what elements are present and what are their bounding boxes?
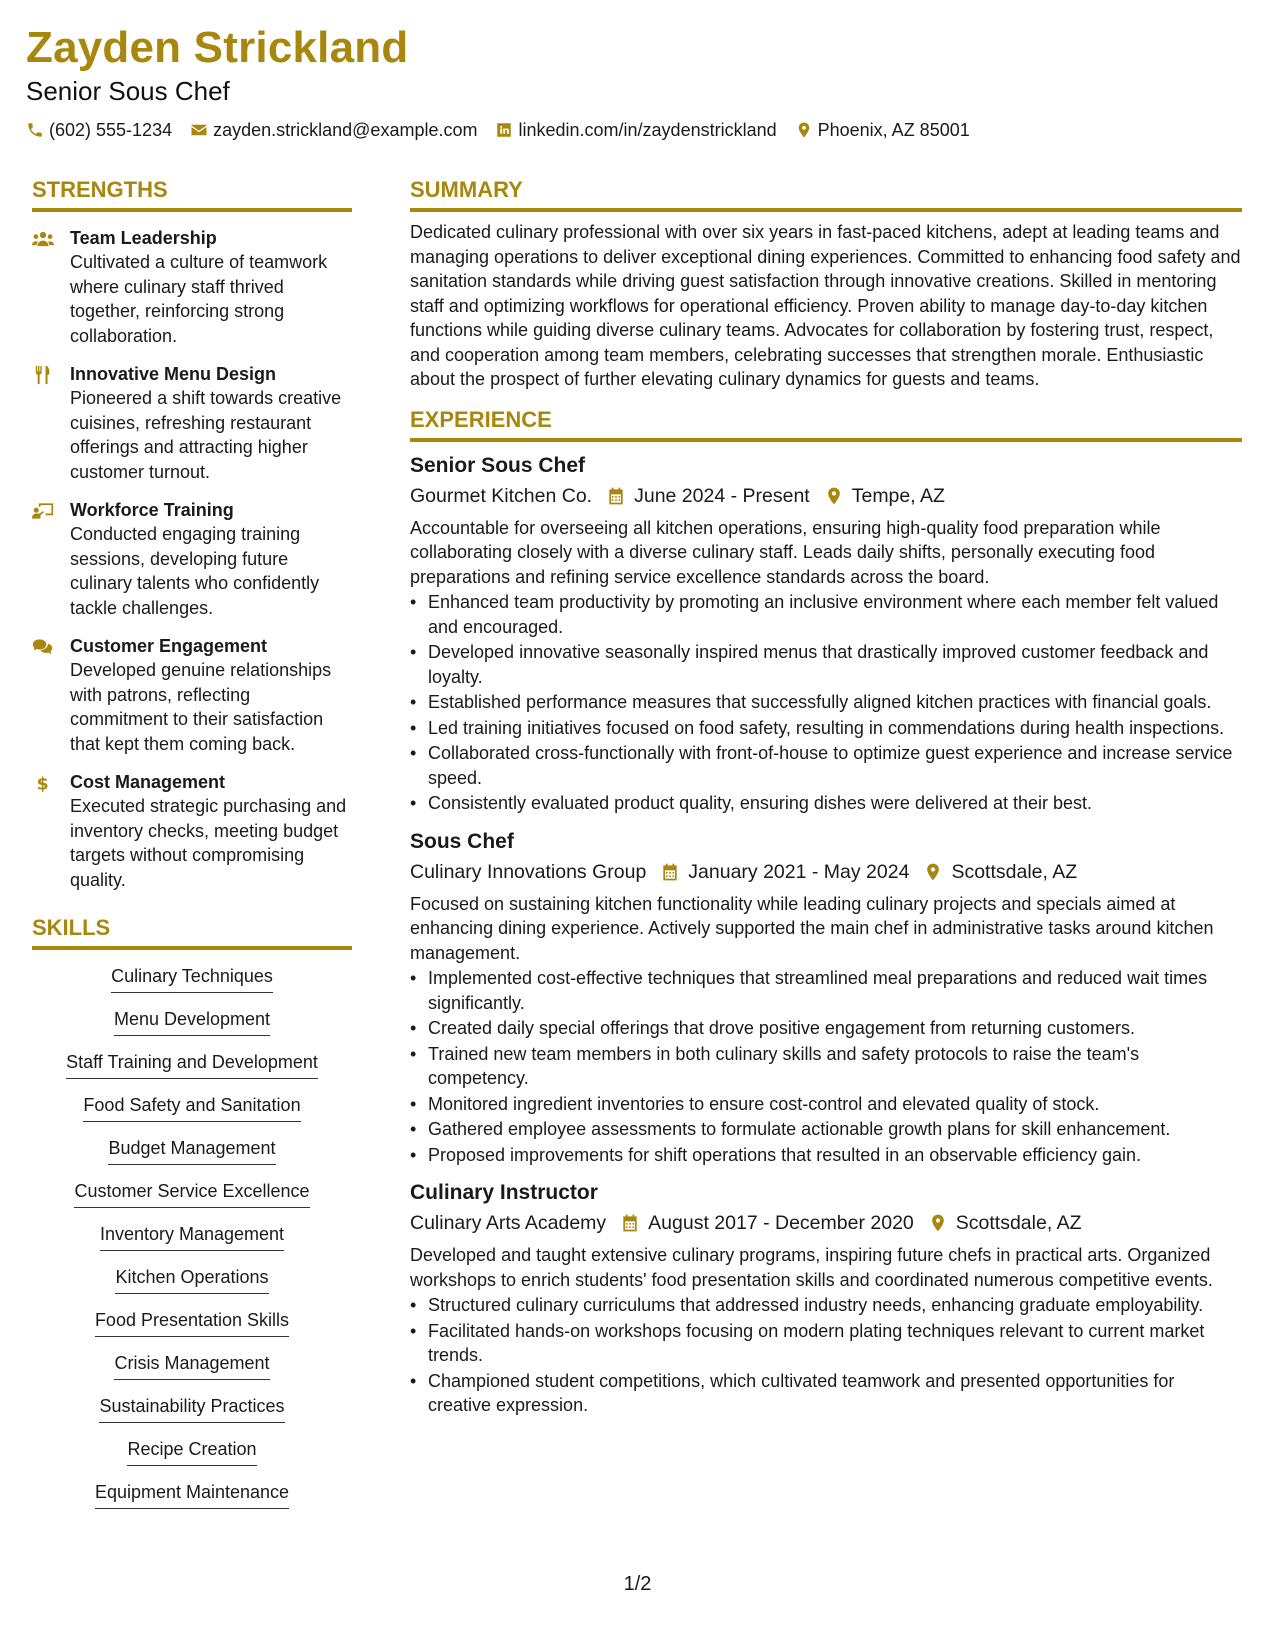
job-meta xyxy=(410,1209,1242,1237)
phone-icon xyxy=(26,121,44,139)
experience-list xyxy=(410,452,1242,1418)
strength-name: Workforce Training xyxy=(70,500,234,520)
utensils-icon xyxy=(32,365,54,385)
job-bullet: • Trained new team members in both culinary skills and safety protocols to raise the team's competency. xyxy=(428,1042,1242,1091)
right-column xyxy=(410,176,1242,1418)
users-icon xyxy=(32,229,54,249)
job-bullet: • Developed innovative seasonally inspired menus that drastically improved customer feedback and loyalty. xyxy=(428,640,1242,689)
skill-item: Equipment Maintenance xyxy=(95,1480,289,1509)
candidate-name: Zayden Strickland xyxy=(26,23,409,72)
strength-name: Cost Management xyxy=(70,772,226,792)
strength-item xyxy=(32,770,352,892)
envelope-icon xyxy=(190,121,208,139)
job-bullet: • Led training initiatives focused on food safety, resulting in commendations during health inspections. xyxy=(428,716,1242,741)
comments-icon xyxy=(32,637,54,657)
job-bullets xyxy=(410,590,1242,816)
job-description: Accountable for overseeing all kitchen operations, ensuring high-quality food preparation while collaborating closely with a diverse culinary staff. Leads daily shifts, personally executing food preparations and refining service excellence standards across the board. xyxy=(410,517,1161,587)
skill-item: Budget Management xyxy=(108,1136,275,1165)
contact-location-text: Phoenix, AZ 85001 xyxy=(817,120,970,140)
job-company: Culinary Arts Academy xyxy=(410,1212,607,1234)
strength-item xyxy=(32,634,352,756)
skill-item: Menu Development xyxy=(114,1007,270,1036)
chalkboard-teacher-icon xyxy=(32,501,54,521)
job-meta xyxy=(410,858,1242,886)
job-bullet: • Monitored ingredient inventories to ensure cost-control and elevated quality of stock. xyxy=(428,1092,1242,1117)
contact-phone-text: (602) 555-1234 xyxy=(49,120,173,140)
strength-desc: Developed genuine relationships with patrons, reflecting commitment to their satisfaction that kept them coming back. xyxy=(70,660,332,754)
job-entry xyxy=(410,1179,1242,1418)
job-dates: June 2024 - Present xyxy=(634,484,810,507)
job-title: Culinary Instructor xyxy=(410,1181,598,1204)
job-bullet: • Facilitated hands-on workshops focusing on modern plating techniques relevant to current market trends. xyxy=(428,1319,1242,1368)
summary-text: Dedicated culinary professional with over six years in fast-paced kitchens, adept at leading teams and managing operations to deliver exceptional dining experiences. Committed to enhancing food safety and sanitation standards while driving guest satisfaction through innovative creations. Skilled in mentoring staff and optimizing workflows for operational efficiency. Proven ability to manage day-to-day kitchen functions while guiding diverse culinary teams. Advocates for collaboration by fostering trust, respect, and cooperation among team members, celebrating successes that strengthen morale. Enthusiastic about the prospect of further elevating culinary dynamics for guests and teams. xyxy=(410,222,1241,389)
job-entry xyxy=(410,452,1242,816)
skill-item: Crisis Management xyxy=(114,1351,269,1380)
strengths-heading: STRENGTHS xyxy=(32,176,352,212)
job-bullets xyxy=(410,966,1242,1167)
calendar-icon xyxy=(660,862,680,882)
contact-phone xyxy=(26,118,172,142)
job-dates: January 2021 - May 2024 xyxy=(688,860,910,883)
job-bullet: • Gathered employee assessments to formulate actionable growth plans for skill enhancement. xyxy=(428,1117,1242,1142)
page-number: 1/2 xyxy=(623,1573,652,1595)
map-pin-icon xyxy=(795,121,813,139)
strength-desc: Cultivated a culture of teamwork where culinary staff thrived together, reinforcing strong collaboration. xyxy=(70,252,328,346)
calendar-icon xyxy=(620,1213,640,1233)
svg-text:$: $ xyxy=(36,774,49,793)
job-company: Gourmet Kitchen Co. xyxy=(410,484,593,507)
job-entry xyxy=(410,828,1242,1168)
job-meta xyxy=(410,482,1242,510)
resume-header xyxy=(26,22,970,142)
job-title: Sous Chef xyxy=(410,829,514,853)
contact-linkedin-text[interactable]: linkedin.com/in/zaydenstrickland xyxy=(518,120,777,140)
candidate-title: Senior Sous Chef xyxy=(26,76,230,106)
dollar-icon xyxy=(32,773,54,793)
job-bullet: • Consistently evaluated product quality, ensuring dishes were delivered at their best. xyxy=(428,791,1242,816)
linkedin-icon xyxy=(495,121,513,139)
job-bullet: • Collaborated cross-functionally with front-of-house to optimize guest experience and increase service speed. xyxy=(428,741,1242,790)
skill-item: Food Safety and Sanitation xyxy=(83,1093,300,1122)
skill-item: Kitchen Operations xyxy=(115,1265,268,1294)
job-bullet: • Enhanced team productivity by promoting an inclusive environment where each member felt valued and encouraged. xyxy=(428,590,1242,639)
strength-item xyxy=(32,226,352,348)
contact-email[interactable] xyxy=(190,118,477,142)
job-bullets xyxy=(410,1293,1242,1418)
job-bullet: • Structured culinary curriculums that addressed industry needs, enhancing graduate employability. xyxy=(428,1293,1242,1318)
job-dates: August 2017 - December 2020 xyxy=(648,1212,914,1234)
job-bullet: • Created daily special offerings that drove positive engagement from returning customers. xyxy=(428,1016,1242,1041)
job-description: Developed and taught extensive culinary programs, inspiring future chefs in practical arts. Organized workshops to enrich students' food presentation skills and coordinated numerous competitive events. xyxy=(410,1245,1213,1290)
job-location: Tempe, AZ xyxy=(851,484,945,507)
strength-item xyxy=(32,362,352,484)
job-location: Scottsdale, AZ xyxy=(951,860,1078,883)
calendar-icon xyxy=(606,486,626,506)
skill-item: Inventory Management xyxy=(100,1222,284,1251)
skills-heading: SKILLS xyxy=(32,914,352,950)
job-bullet: • Implemented cost-effective techniques that streamlined meal preparations and reduced wait times significantly. xyxy=(428,966,1242,1015)
left-column xyxy=(32,176,352,1523)
strength-name: Innovative Menu Design xyxy=(70,364,277,384)
job-description: Focused on sustaining kitchen functionality while leading culinary projects and specials aimed at enhancing dining experience. Actively supported the main chef in administrative tasks around kitchen management. xyxy=(410,893,1214,963)
job-location: Scottsdale, AZ xyxy=(955,1212,1082,1234)
strength-desc: Pioneered a shift towards creative cuisines, refreshing restaurant offerings and attracting higher customer turnout. xyxy=(70,388,342,482)
contact-email-text[interactable]: zayden.strickland@example.com xyxy=(213,120,478,140)
contact-linkedin[interactable] xyxy=(495,118,776,142)
contact-bar xyxy=(26,118,970,142)
job-company: Culinary Innovations Group xyxy=(410,860,647,883)
job-title: Senior Sous Chef xyxy=(410,453,586,477)
map-pin-icon xyxy=(824,486,844,506)
job-bullet: • Championed student competitions, which cultivated teamwork and presented opportunities for creative expression. xyxy=(428,1369,1242,1418)
skill-item: Customer Service Excellence xyxy=(74,1179,309,1208)
skills-list xyxy=(32,964,352,1509)
strength-name: Customer Engagement xyxy=(70,636,268,656)
skill-item: Culinary Techniques xyxy=(111,964,273,993)
summary-heading: SUMMARY xyxy=(410,176,1242,212)
skill-item: Food Presentation Skills xyxy=(95,1308,289,1337)
map-pin-icon xyxy=(923,862,943,882)
strength-desc: Conducted engaging training sessions, developing future culinary talents who confidently tackle challenges. xyxy=(70,524,320,618)
strength-desc: Executed strategic purchasing and inventory checks, meeting budget targets without compromising quality. xyxy=(70,796,347,890)
experience-heading: EXPERIENCE xyxy=(410,406,1242,442)
job-bullet: • Proposed improvements for shift operations that resulted in an observable efficiency gain. xyxy=(428,1143,1242,1168)
map-pin-icon xyxy=(928,1213,948,1233)
skill-item: Staff Training and Development xyxy=(66,1050,318,1079)
skill-item: Recipe Creation xyxy=(127,1437,256,1466)
job-bullet: • Established performance measures that successfully aligned kitchen practices with financial goals. xyxy=(428,690,1242,715)
strength-name: Team Leadership xyxy=(70,228,217,248)
contact-location xyxy=(795,118,970,142)
skill-item: Sustainability Practices xyxy=(99,1394,284,1423)
strength-item xyxy=(32,498,352,620)
